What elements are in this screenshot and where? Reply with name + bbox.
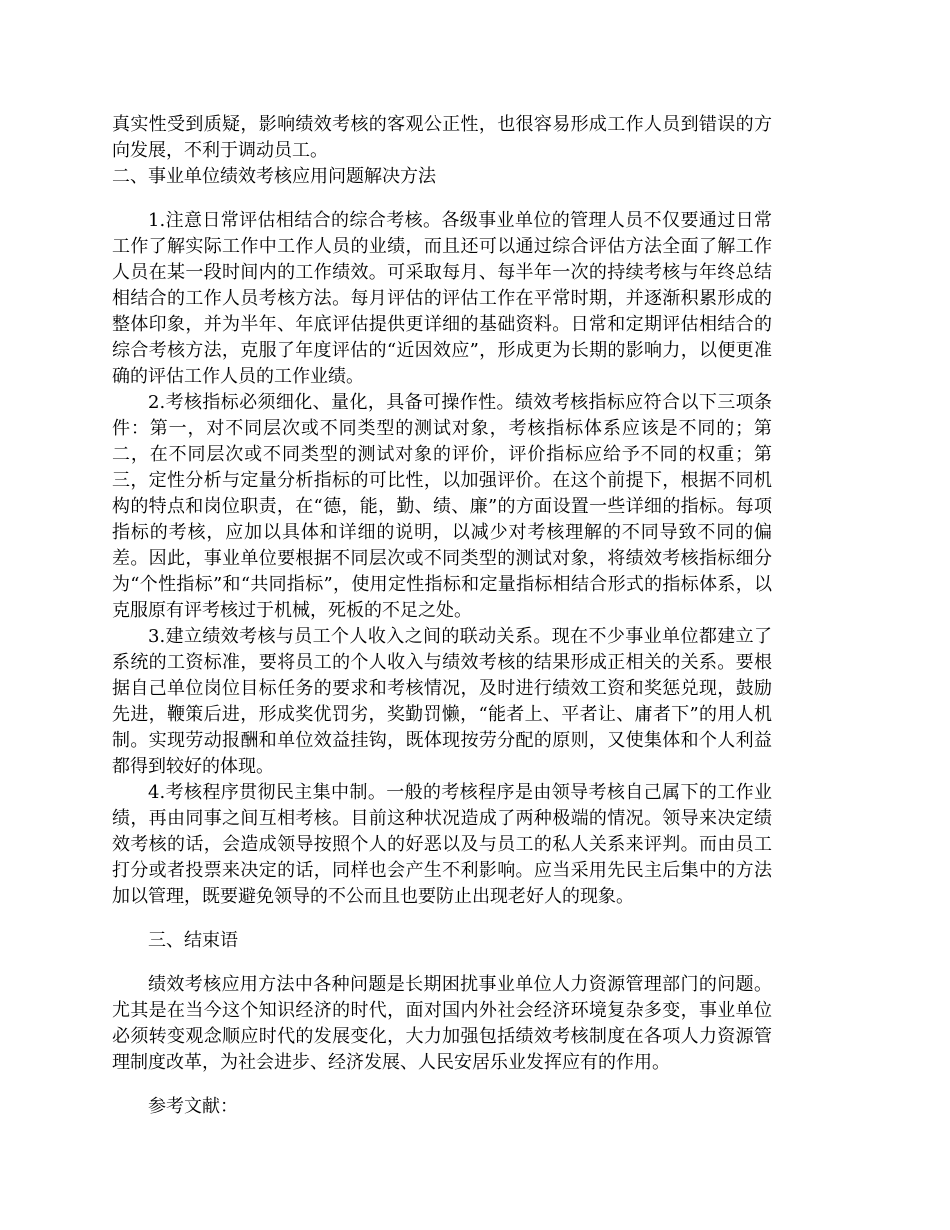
document-body xyxy=(112,112,772,1120)
spacer xyxy=(112,910,772,928)
conclusion-paragraph: 绩效考核应用方法中各种问题是长期困扰事业单位人力资源管理部门的问题。尤其是在当今这个知识经济的时代，面对国内外社会经济环境复杂多变，事业单位必须转变观念顺应时代的发展变化，大力加强包括绩效考核制度在各项人力资源管理制度改革，为社会进步、经济发展、人民安居乐业发挥应有的作用。 xyxy=(112,974,772,1073)
section3-heading: 三、结束语 xyxy=(148,930,238,951)
intro-paragraph: 真实性受到质疑，影响绩效考核的客观公正性，也很容易形成工作人员到错误的方向发展，不利于调动员工。 xyxy=(112,114,772,161)
spacer xyxy=(112,1076,772,1094)
spacer xyxy=(112,190,772,208)
references-label: 参考文献： xyxy=(148,1096,238,1117)
point-1-paragraph: 1.注意日常评估相结合的综合考核。各级事业单位的管理人员不仅要通过日常工作了解实际工作中工作人员的业绩，而且还可以通过综合评估方法全面了解工作人员在某一段时间内的工作绩效。可采取每月、每半年一次的持续考核与年终总结相结合的工作人员考核方法。每月评估的评估工作在平常时期，并逐渐积累形成的整体印象，并为半年、年底评估提供更详细的基础资料。日常和定期评估相结合的综合考核方法，克服了年度评估的“近因效应”，形成更为长期的影响力，以便更准确的评估工作人员的工作业绩。 xyxy=(112,210,772,387)
section2-heading: 二、事业单位绩效考核应用问题解决方法 xyxy=(112,166,436,187)
point-3-paragraph: 3.建立绩效考核与员工个人收入之间的联动关系。现在不少事业单位都建立了系统的工资标准，要将员工的个人收入与绩效考核的结果形成正相关的关系。要根据自己单位岗位目标任务的要求和考核情况，及时进行绩效工资和奖惩兑现，鼓励先进，鞭策后进，形成奖优罚劣，奖勤罚懒，“能者上、平者让、庸者下”的用人机制。实现劳动报酬和单位效益挂钩，既体现按劳分配的原则，又使集体和个人利益都得到较好的体现。 xyxy=(112,626,772,777)
spacer xyxy=(112,954,772,972)
point-2-paragraph: 2.考核指标必须细化、量化，具备可操作性。绩效考核指标应符合以下三项条件：第一，对不同层次或不同类型的测试对象，考核指标体系应该是不同的；第二，在不同层次或不同类型的测试对象的评价，评价指标应给予不同的权重；第三，定性分析与定量分析指标的可比性，以加强评价。在这个前提下，根据不同机构的特点和岗位职责，在“德，能，勤、绩、廉”的方面设置一些详细的指标。每项指标的考核，应加以具体和详细的说明，以减少对考核理解的不同导致不同的偏差。因此，事业单位要根据不同层次或不同类型的测试对象，将绩效考核指标细分为“个性指标”和“共同指标”，使用定性指标和定量指标相结合形式的指标体系，以克服原有评考核过于机械，死板的不足之处。 xyxy=(112,392,772,621)
point-4-paragraph: 4.考核程序贯彻民主集中制。一般的考核程序是由领导考核自己属下的工作业绩，再由同事之间互相考核。目前这种状况造成了两种极端的情况。领导来决定绩效考核的话，会造成领导按照个人的好恶以及与员工的私人关系来评判。而由员工打分或者投票来决定的话，同样也会产生不利影响。应当采用先民主后集中的方法加以管理，既要避免领导的不公而且也要防止出现老好人的现象。 xyxy=(112,782,772,907)
